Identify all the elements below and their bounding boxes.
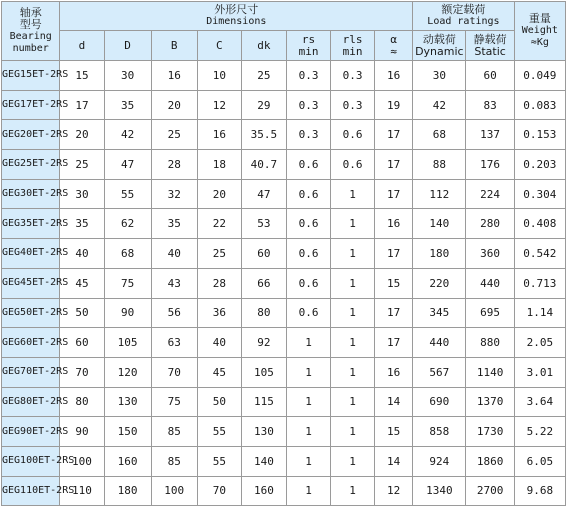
cell-dynamic: 567 (413, 357, 466, 387)
cell-static: 224 (466, 179, 514, 209)
cell-rs: 0.6 (286, 298, 330, 328)
cell-B: 56 (151, 298, 197, 328)
cell-static: 1370 (466, 387, 514, 417)
cell-weight: 9.68 (514, 476, 565, 506)
cell-dynamic: 68 (413, 120, 466, 150)
cell-alpha: 16 (375, 61, 413, 91)
col-header-d: d (60, 31, 104, 61)
cell-D: 30 (104, 61, 151, 91)
bearing-code: GEG30ET-2RS (2, 179, 60, 209)
bearing-code: GEG40ET-2RS (2, 239, 60, 269)
cell-D: 35 (104, 90, 151, 120)
cell-d: 15 (60, 61, 104, 91)
cell-C: 16 (197, 120, 241, 150)
cell-alpha: 17 (375, 239, 413, 269)
cell-C: 12 (197, 90, 241, 120)
cell-B: 43 (151, 268, 197, 298)
cell-rs: 0.6 (286, 239, 330, 269)
cell-dk: 80 (241, 298, 286, 328)
cell-r1s: 1 (331, 387, 375, 417)
cell-dk: 115 (241, 387, 286, 417)
cell-r1s: 1 (331, 446, 375, 476)
cell-static: 176 (466, 150, 514, 180)
cell-C: 45 (197, 357, 241, 387)
col-header-dynamic (413, 31, 466, 61)
cell-D: 42 (104, 120, 151, 150)
cell-C: 55 (197, 417, 241, 447)
cell-rs: 1 (286, 446, 330, 476)
col-header-rs: rs min (286, 31, 330, 61)
cell-B: 25 (151, 120, 197, 150)
cell-alpha: 16 (375, 357, 413, 387)
cell-dk: 92 (241, 328, 286, 358)
cell-d: 30 (60, 179, 104, 209)
table-row (2, 328, 566, 358)
table-row (2, 417, 566, 447)
cell-rs: 0.3 (286, 90, 330, 120)
cell-static: 1730 (466, 417, 514, 447)
cell-D: 55 (104, 179, 151, 209)
cell-B: 32 (151, 179, 197, 209)
table-row (2, 61, 566, 91)
cell-alpha: 14 (375, 446, 413, 476)
bearing-code: GEG20ET-2RS (2, 120, 60, 150)
cell-D: 68 (104, 239, 151, 269)
bearing-code: GEG60ET-2RS (2, 328, 60, 358)
cell-dk: 40.7 (241, 150, 286, 180)
cell-rs: 0.6 (286, 179, 330, 209)
load-ratings-en: Load ratings (427, 16, 500, 27)
cell-r1s: 1 (331, 357, 375, 387)
cell-C: 20 (197, 179, 241, 209)
cell-C: 28 (197, 268, 241, 298)
table-row (2, 239, 566, 269)
table-row (2, 298, 566, 328)
cell-B: 63 (151, 328, 197, 358)
table-row (2, 268, 566, 298)
cell-D: 160 (104, 446, 151, 476)
cell-weight: 6.05 (514, 446, 565, 476)
bearing-spec-table (1, 1, 566, 506)
cell-weight: 0.083 (514, 90, 565, 120)
cell-r1s: 1 (331, 328, 375, 358)
dimensions-header (60, 2, 413, 31)
designation-en: Bearing number (9, 31, 52, 54)
cell-dynamic: 180 (413, 239, 466, 269)
cell-dk: 60 (241, 239, 286, 269)
weight-header (514, 2, 565, 61)
bearing-code: GEG90ET-2RS (2, 417, 60, 447)
cell-rs: 0.6 (286, 150, 330, 180)
cell-dk: 29 (241, 90, 286, 120)
cell-B: 70 (151, 357, 197, 387)
table-row (2, 357, 566, 387)
cell-static: 440 (466, 268, 514, 298)
cell-B: 85 (151, 446, 197, 476)
cell-alpha: 16 (375, 209, 413, 239)
cell-static: 1860 (466, 446, 514, 476)
cell-alpha: 12 (375, 476, 413, 506)
cell-alpha: 14 (375, 387, 413, 417)
cell-weight: 0.304 (514, 179, 565, 209)
cell-d: 20 (60, 120, 104, 150)
bearing-code: GEG17ET-2RS (2, 90, 60, 120)
cell-dynamic: 220 (413, 268, 466, 298)
cell-r1s: 0.3 (331, 61, 375, 91)
cell-dk: 35.5 (241, 120, 286, 150)
cell-static: 1140 (466, 357, 514, 387)
col-header-dk: dk (241, 31, 286, 61)
cell-C: 40 (197, 328, 241, 358)
cell-d: 90 (60, 417, 104, 447)
cell-weight: 3.64 (514, 387, 565, 417)
cell-rs: 0.3 (286, 120, 330, 150)
cell-rs: 1 (286, 417, 330, 447)
cell-dk: 25 (241, 61, 286, 91)
cell-d: 60 (60, 328, 104, 358)
cell-weight: 0.153 (514, 120, 565, 150)
bearing-code: GEG50ET-2RS (2, 298, 60, 328)
cell-d: 25 (60, 150, 104, 180)
cell-alpha: 17 (375, 150, 413, 180)
weight-en: Weight ≈Kg (521, 25, 558, 48)
cell-C: 70 (197, 476, 241, 506)
table-row (2, 150, 566, 180)
cell-d: 100 (60, 446, 104, 476)
col-header-static (466, 31, 514, 61)
cell-static: 360 (466, 239, 514, 269)
cell-dk: 130 (241, 417, 286, 447)
cell-dk: 160 (241, 476, 286, 506)
cell-r1s: 1 (331, 476, 375, 506)
cell-static: 83 (466, 90, 514, 120)
cell-r1s: 1 (331, 417, 375, 447)
cell-D: 90 (104, 298, 151, 328)
cell-alpha: 19 (375, 90, 413, 120)
weight-cn: 重量 (528, 12, 551, 25)
cell-D: 75 (104, 268, 151, 298)
cell-dynamic: 924 (413, 446, 466, 476)
table-row (2, 387, 566, 417)
cell-B: 40 (151, 239, 197, 269)
bearing-code: GEG35ET-2RS (2, 209, 60, 239)
cell-D: 105 (104, 328, 151, 358)
cell-static: 137 (466, 120, 514, 150)
cell-r1s: 1 (331, 179, 375, 209)
cell-dk: 140 (241, 446, 286, 476)
table-row (2, 179, 566, 209)
bearing-code: GEG100ET-2RS (2, 446, 60, 476)
cell-rs: 0.6 (286, 268, 330, 298)
cell-rs: 0.6 (286, 209, 330, 239)
cell-d: 35 (60, 209, 104, 239)
cell-C: 25 (197, 239, 241, 269)
cell-alpha: 17 (375, 328, 413, 358)
cell-dk: 53 (241, 209, 286, 239)
table-row (2, 90, 566, 120)
cell-d: 80 (60, 387, 104, 417)
cell-static: 880 (466, 328, 514, 358)
col-header-r1s: rls min (331, 31, 375, 61)
table-body (2, 61, 566, 506)
cell-dynamic: 140 (413, 209, 466, 239)
cell-d: 40 (60, 239, 104, 269)
cell-weight: 0.203 (514, 150, 565, 180)
bearing-code: GEG70ET-2RS (2, 357, 60, 387)
table-row (2, 120, 566, 150)
cell-B: 20 (151, 90, 197, 120)
cell-C: 22 (197, 209, 241, 239)
dimensions-cn: 外形尺寸 (214, 3, 259, 16)
cell-dynamic: 88 (413, 150, 466, 180)
cell-alpha: 17 (375, 120, 413, 150)
cell-weight: 5.22 (514, 417, 565, 447)
cell-C: 10 (197, 61, 241, 91)
designation-cn: 轴承 型号 (19, 6, 42, 31)
col-header-D: D (104, 31, 151, 61)
cell-weight: 1.14 (514, 298, 565, 328)
cell-alpha: 17 (375, 298, 413, 328)
cell-dynamic: 112 (413, 179, 466, 209)
cell-D: 180 (104, 476, 151, 506)
cell-dynamic: 440 (413, 328, 466, 358)
cell-static: 2700 (466, 476, 514, 506)
bearing-code: GEG80ET-2RS (2, 387, 60, 417)
cell-rs: 1 (286, 476, 330, 506)
cell-r1s: 0.3 (331, 90, 375, 120)
bearing-code: GEG45ET-2RS (2, 268, 60, 298)
cell-weight: 0.408 (514, 209, 565, 239)
cell-D: 130 (104, 387, 151, 417)
cell-weight: 2.05 (514, 328, 565, 358)
cell-C: 55 (197, 446, 241, 476)
table-header (2, 2, 566, 61)
table-row (2, 209, 566, 239)
cell-C: 50 (197, 387, 241, 417)
cell-rs: 1 (286, 328, 330, 358)
cell-C: 18 (197, 150, 241, 180)
designation-header (2, 2, 60, 61)
cell-D: 120 (104, 357, 151, 387)
cell-r1s: 1 (331, 209, 375, 239)
cell-weight: 3.01 (514, 357, 565, 387)
dimensions-en: Dimensions (206, 16, 267, 27)
cell-weight: 0.713 (514, 268, 565, 298)
cell-D: 62 (104, 209, 151, 239)
cell-d: 50 (60, 298, 104, 328)
col-header-C: C (197, 31, 241, 61)
cell-static: 280 (466, 209, 514, 239)
cell-dynamic: 42 (413, 90, 466, 120)
cell-dynamic: 690 (413, 387, 466, 417)
cell-d: 110 (60, 476, 104, 506)
cell-D: 47 (104, 150, 151, 180)
table-row (2, 446, 566, 476)
cell-C: 36 (197, 298, 241, 328)
cell-rs: 0.3 (286, 61, 330, 91)
static-label: 静载荷 Static (473, 32, 507, 58)
load-ratings-cn: 额定载荷 (441, 3, 486, 16)
cell-r1s: 1 (331, 298, 375, 328)
cell-rs: 1 (286, 357, 330, 387)
cell-B: 35 (151, 209, 197, 239)
cell-weight: 0.542 (514, 239, 565, 269)
cell-dynamic: 345 (413, 298, 466, 328)
dynamic-label: 动载荷 Dynamic (415, 32, 464, 58)
cell-d: 17 (60, 90, 104, 120)
col-header-B: B (151, 31, 197, 61)
cell-r1s: 1 (331, 239, 375, 269)
cell-dk: 47 (241, 179, 286, 209)
cell-d: 70 (60, 357, 104, 387)
cell-rs: 1 (286, 387, 330, 417)
cell-dk: 66 (241, 268, 286, 298)
cell-alpha: 15 (375, 417, 413, 447)
cell-dynamic: 1340 (413, 476, 466, 506)
cell-static: 695 (466, 298, 514, 328)
cell-alpha: 15 (375, 268, 413, 298)
cell-D: 150 (104, 417, 151, 447)
cell-dynamic: 858 (413, 417, 466, 447)
cell-r1s: 0.6 (331, 150, 375, 180)
cell-r1s: 1 (331, 268, 375, 298)
cell-B: 28 (151, 150, 197, 180)
cell-B: 85 (151, 417, 197, 447)
cell-dynamic: 30 (413, 61, 466, 91)
bearing-code: GEG15ET-2RS (2, 61, 60, 91)
cell-r1s: 0.6 (331, 120, 375, 150)
cell-B: 100 (151, 476, 197, 506)
cell-d: 45 (60, 268, 104, 298)
load-ratings-header (413, 2, 515, 31)
bearing-code: GEG25ET-2RS (2, 150, 60, 180)
col-header-alpha: α ≈ (375, 31, 413, 61)
cell-static: 60 (466, 61, 514, 91)
cell-B: 16 (151, 61, 197, 91)
bearing-code: GEG110ET-2RS (2, 476, 60, 506)
cell-dk: 105 (241, 357, 286, 387)
cell-weight: 0.049 (514, 61, 565, 91)
cell-B: 75 (151, 387, 197, 417)
cell-alpha: 17 (375, 179, 413, 209)
table-row (2, 476, 566, 506)
